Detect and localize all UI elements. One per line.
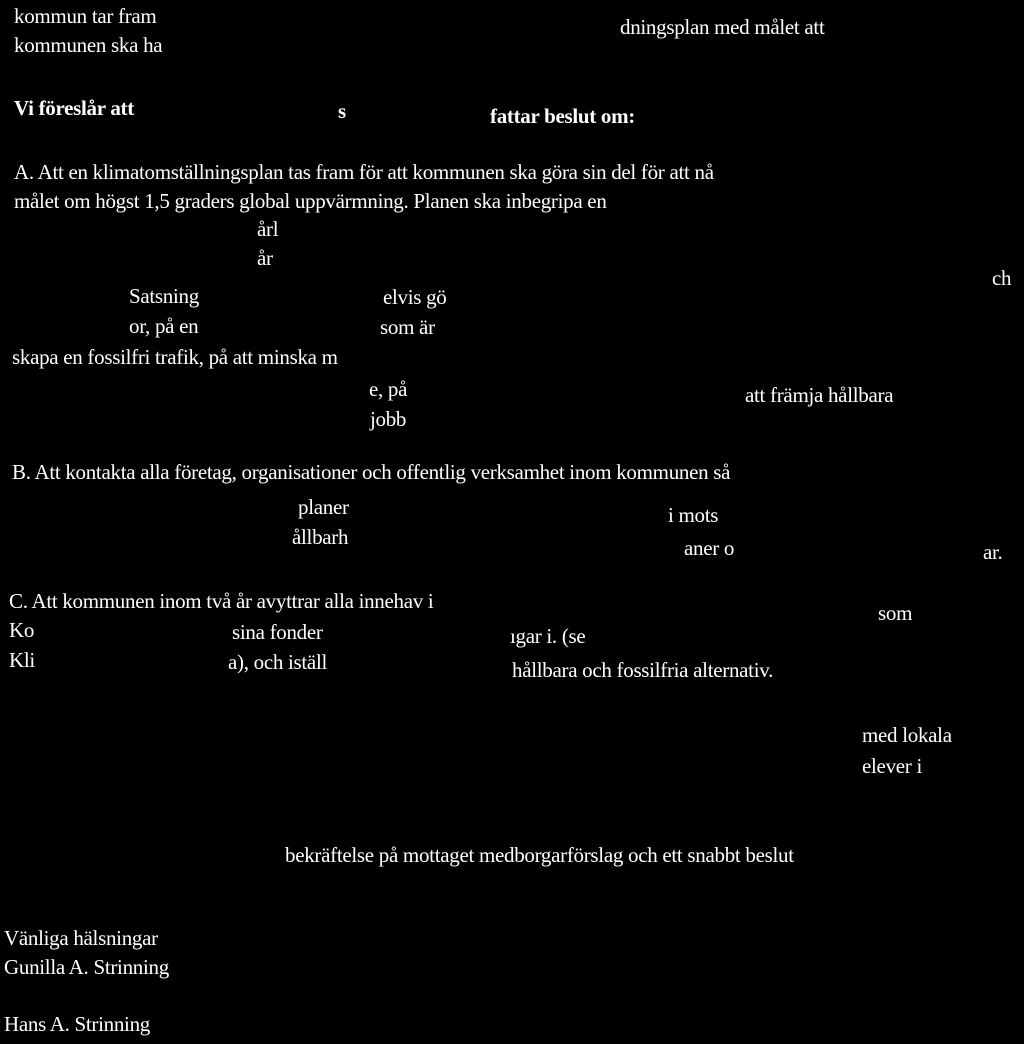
closing-confirmation: bekräftelse på mottaget medborgarförslag och ett snabbt beslut [285, 843, 794, 867]
intro-line2-left: kommunen ska ha [14, 33, 163, 57]
section-c-frag-som: som [878, 601, 913, 625]
section-a-line2: målet om högst 1,5 graders global uppvärmning. Planen ska inbegripa en [14, 189, 607, 213]
section-a-frag-arl: årl [257, 217, 279, 241]
section-b-frag-allbarh: ållbarh [292, 525, 349, 549]
section-c-frag-kli: Kli [9, 648, 35, 672]
intro-line1-left: kommun tar fram [14, 4, 157, 28]
section-c-line1: C. Att kommunen inom två år avyttrar alla innehav i [9, 589, 434, 613]
section-a-frag-ch: ch [992, 266, 1012, 290]
section-d-frag-elever: elever i [862, 754, 922, 778]
section-b-line1: B. Att kontakta alla företag, organisationer och offentlig verksamhet inom kommunen så [12, 460, 731, 484]
section-c-frag-fonder: sina fonder [232, 620, 323, 644]
section-c-frag-igar: ıgar i. (se [510, 624, 586, 648]
section-a-frag-som-ar: som är [380, 315, 435, 339]
section-a-frag-framja: att främja hållbara [745, 383, 894, 407]
section-a-frag-elvis: elvis gö [383, 285, 447, 309]
section-b-frag-aner-o: aner o [684, 536, 735, 560]
section-c-frag-hallbara: hållbara och fossilfria alternativ. [512, 658, 774, 682]
closing-signer1: Gunilla A. Strinning [4, 955, 169, 979]
section-a-frag-jobb: jobb [370, 407, 407, 431]
proposal-heading-part3: fattar beslut om: [490, 104, 635, 128]
closing-greeting: Vänliga hälsningar [4, 926, 158, 950]
section-d-frag-lokala: med lokala [862, 723, 952, 747]
section-b-frag-planer: planer [298, 495, 349, 519]
intro-line1-right: dningsplan med målet att [620, 15, 825, 39]
section-a-frag-or-pa-en: or, på en [129, 314, 199, 338]
section-c-frag-ko: Ko [9, 618, 35, 642]
section-a-frag-e-pa: e, på [369, 377, 408, 401]
closing-signer2: Hans A. Strinning [4, 1012, 150, 1036]
proposal-heading-part2: s [338, 99, 346, 123]
section-a-frag-satsning: Satsning [129, 284, 199, 308]
proposal-heading-part1: Vi föreslår att [14, 96, 134, 120]
section-a-line1: A. Att en klimatomställningsplan tas fram för att kommunen ska göra sin del för att nå [14, 160, 714, 184]
section-b-frag-ar-end: ar. [983, 540, 1003, 564]
section-c-frag-istall: a), och iställ [228, 650, 328, 674]
section-a-line-fossilfri: skapa en fossilfri trafik, på att minska m [12, 345, 338, 369]
section-b-frag-i-mots: i mots [668, 503, 719, 527]
section-a-frag-ar: år [257, 246, 273, 270]
